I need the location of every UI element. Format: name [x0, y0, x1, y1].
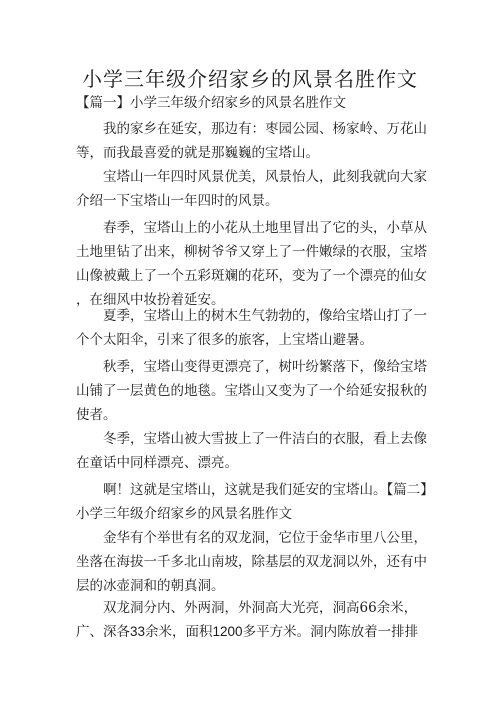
paragraph-line: 宝塔山一年四时风景优美，风景怡人，此刻我就向大家 [103, 169, 427, 185]
paragraph-line: 使者。 [76, 407, 117, 423]
paragraph-1 [76, 117, 428, 165]
heading-line: 【篇一】小学三年级介绍家乡的风景名胜作文 [76, 95, 346, 111]
paragraph-4 [76, 304, 428, 352]
paragraph-line: 秋季，宝塔山变得更漂亮了，树叶纷繁落下，像给宝塔 [103, 359, 427, 375]
number-segment: 1200 [212, 624, 243, 639]
paragraph-9 [76, 596, 428, 644]
paragraph-8 [76, 526, 428, 598]
paragraph-6 [76, 427, 428, 475]
paragraph-line: 我的家乡在延安，那边有：枣园公园、杨家岭、万花山 [103, 121, 427, 137]
paragraph-line: 夏季，宝塔山上的树木生气勃勃的，像给宝塔山打了一 [103, 308, 427, 324]
paragraph-line: 在童话中同样漂亮、漂亮。 [76, 455, 238, 471]
paragraph-line [76, 620, 428, 644]
paragraph-line: ，在细风中妆扮着延安。 [76, 292, 225, 308]
paragraph-line: 介绍一下宝塔山一年四时的风景。 [76, 193, 279, 209]
number-segment: 33 [130, 624, 146, 639]
paragraph-line: 冬季，宝塔山被大雪披上了一件洁白的衣服，看上去像 [103, 431, 427, 447]
paragraph-5 [76, 355, 428, 427]
paragraph-line: 土地里钻了出来，柳树爷爷又穿上了一件嫩绿的衣服，宝塔 [76, 244, 427, 260]
paragraph-line: 双龙洞分内、外两洞，外洞高大光亮，洞高66余米， [103, 600, 418, 616]
paragraph-line: 小学三年级介绍家乡的风景名胜作文 [76, 506, 292, 522]
paragraph-2 [76, 165, 428, 213]
paragraph-line: 坐落在海拔一千多北山南坡，除基层的双龙洞以外，还有中 [76, 554, 427, 570]
text-segment: 多平方米。洞内陈放着一排排 [242, 624, 419, 640]
paragraph-line: 山像被戴上了一个五彩斑斓的花环，变为了一个漂亮的仙女 [76, 268, 427, 284]
text-segment: 广、深各 [76, 624, 130, 640]
paragraph-line: 等，而我最喜爱的就是那巍巍的宝塔山。 [76, 145, 319, 161]
paragraph-line: 金华有个举世有名的双龙洞，它位于金华市里八公里， [103, 530, 427, 546]
text-segment: 余米，面积 [145, 624, 213, 640]
paragraph-line: 春季，宝塔山上的小花从土地里冒出了它的头，小草从 [103, 220, 427, 236]
document-title: 小学三年级介绍家乡的风景名胜作文 [82, 67, 418, 91]
paragraph-3 [76, 216, 428, 312]
paragraph-line: 个个太阳伞，引来了很多的旅客，上宝塔山避暑。 [76, 332, 373, 348]
section-heading [76, 91, 428, 115]
paragraph-line: 层的冰壶洞和的朝真洞。 [76, 578, 225, 594]
paragraph-7 [76, 478, 434, 526]
paragraph-line: 啊！这就是宝塔山，这就是我们延安的宝塔山。【篇二】 [103, 482, 434, 498]
paragraph-line: 山铺了一层黄色的地毯。宝塔山又变为了一个给延安报秋的 [76, 383, 427, 399]
